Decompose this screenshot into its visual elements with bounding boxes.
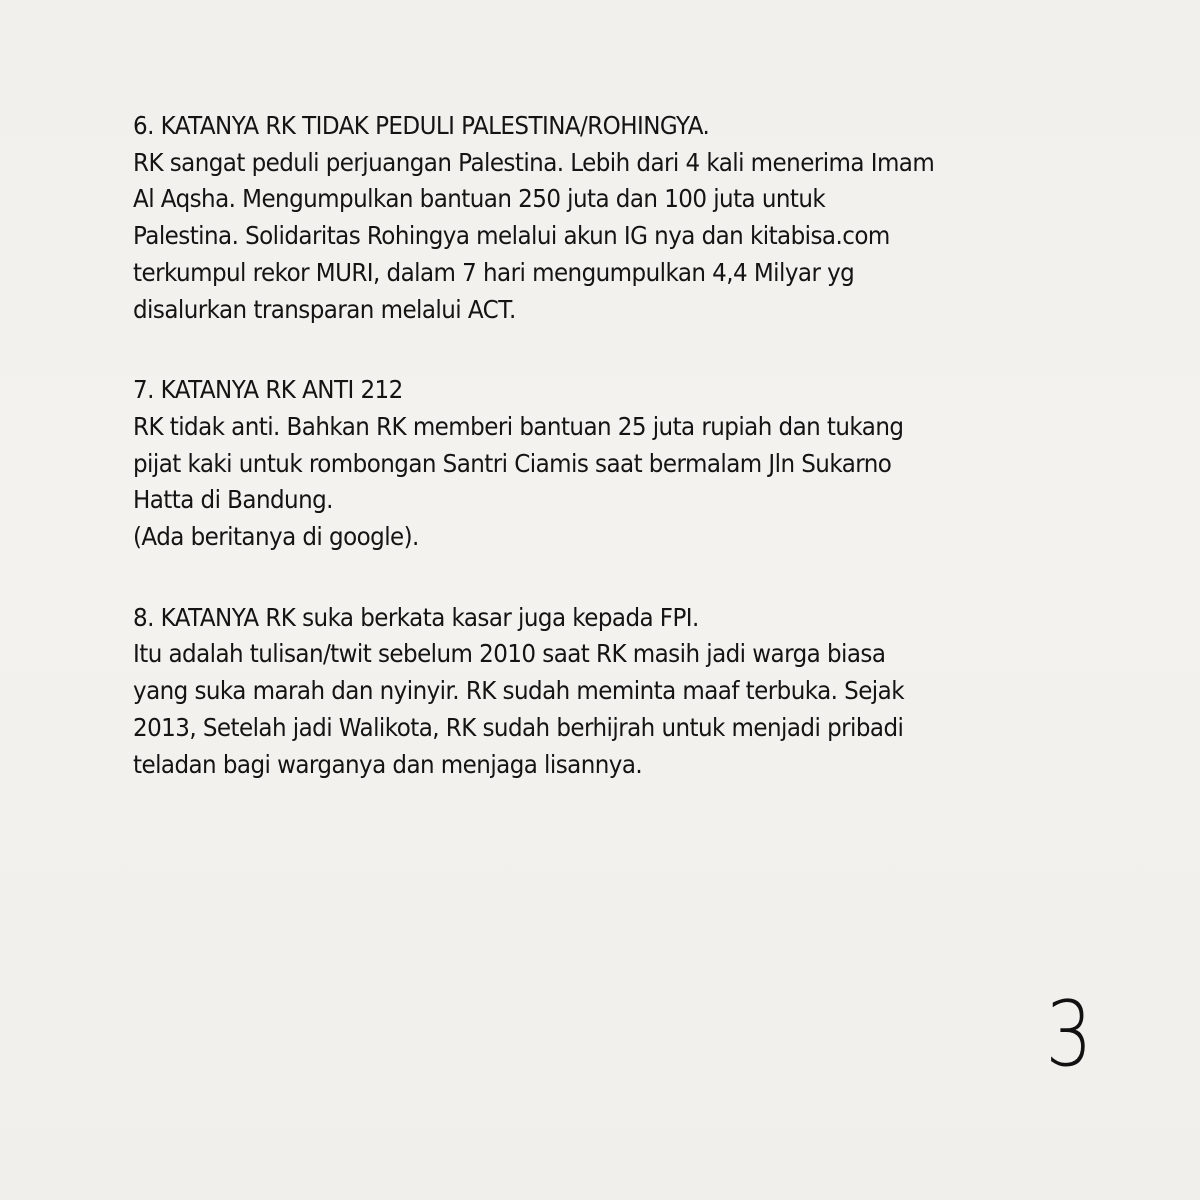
section-6-text-line: Palestina. Solidaritas Rohingya melalui akun IG nya dan kitabisa.com: [133, 221, 890, 251]
section-6: [133, 108, 1033, 328]
section-7: [133, 372, 1033, 556]
section-7-text-line: pijat kaki untuk rombongan Santri Ciamis saat bermalam Jln Sukarno: [133, 448, 892, 478]
section-7-text-line: RK tidak anti. Bahkan RK memberi bantuan 25 juta rupiah dan tukang: [133, 411, 904, 441]
section-8-text-line: Itu adalah tulisan/twit sebelum 2010 saat RK masih jadi warga biasa: [133, 639, 886, 669]
section-6-text-line: disalurkan transparan melalui ACT.: [133, 294, 516, 324]
section-7-heading: 7. KATANYA RK ANTI 212: [133, 375, 403, 405]
section-7-text-line: Hatta di Bandung.: [133, 485, 333, 515]
section-8-heading: 8. KATANYA RK suka berkata kasar juga kepada FPI.: [133, 602, 699, 632]
section-8-text-line: teladan bagi warganya dan menjaga lisannya.: [133, 749, 643, 779]
section-8-text-line: 2013, Setelah jadi Walikota, RK sudah berhijrah untuk menjadi pribadi: [133, 712, 904, 742]
section-8: [133, 600, 1033, 784]
section-8-text-line: yang suka marah dan nyinyir. RK sudah meminta maaf terbuka. Sejak: [133, 676, 904, 706]
section-7-text-line: (Ada beritanya di google).: [133, 522, 419, 552]
page-number: 3: [1045, 982, 1093, 1087]
section-6-text-line: terkumpul rekor MURI, dalam 7 hari mengumpulkan 4,4 Milyar yg: [133, 257, 855, 287]
section-6-heading: 6. KATANYA RK TIDAK PEDULI PALESTINA/ROHINGYA.: [133, 111, 710, 140]
section-6-text-line: Al Aqsha. Mengumpulkan bantuan 250 juta dan 100 juta untuk: [133, 184, 826, 214]
section-6-text-line: RK sangat peduli perjuangan Palestina. Lebih dari 4 kali menerima Imam: [133, 147, 935, 177]
document-body: [133, 108, 1033, 827]
